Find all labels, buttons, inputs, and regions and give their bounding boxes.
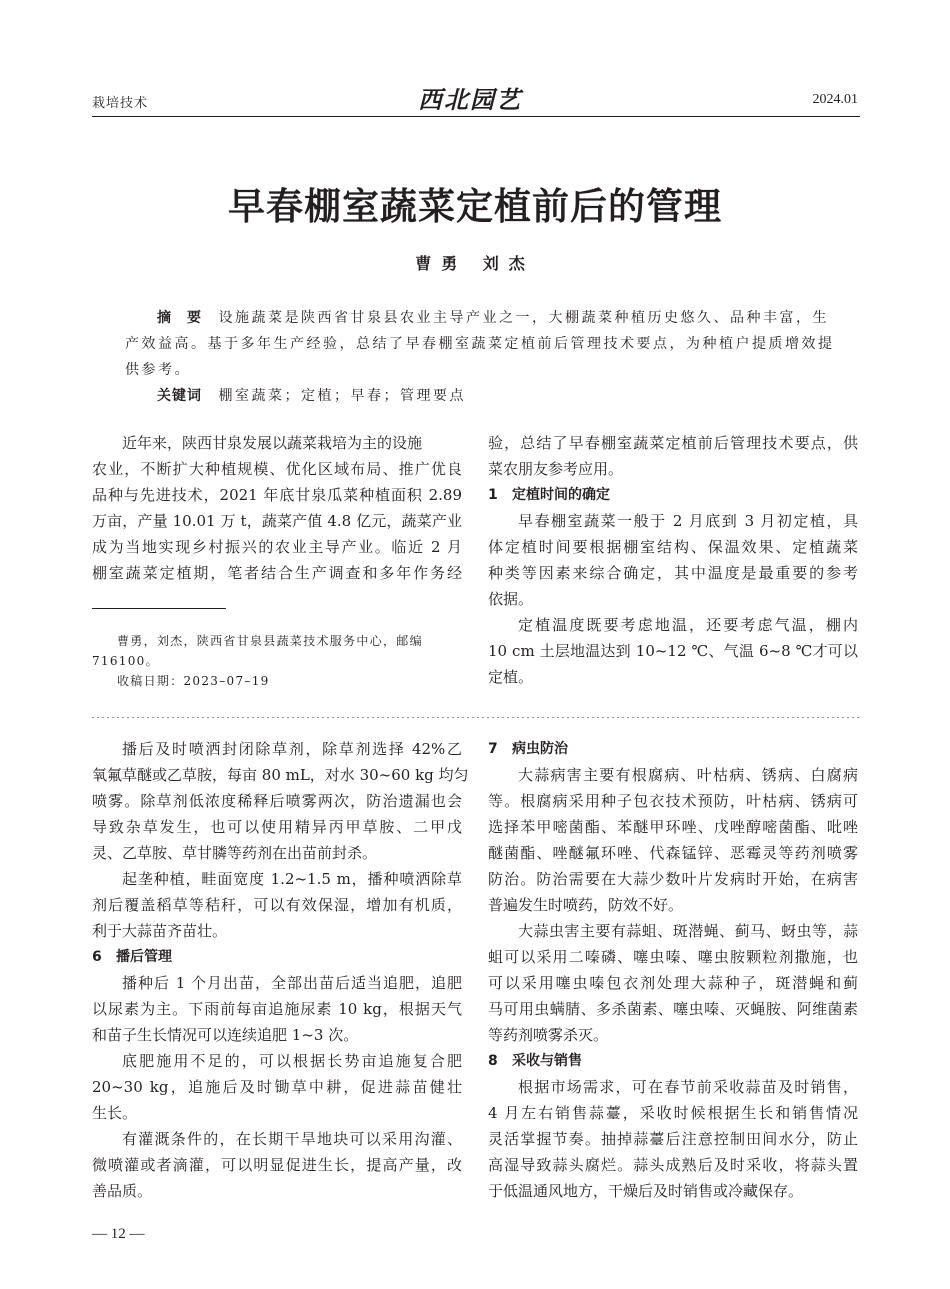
paragraph-line: 微喷灌或者滴灌，可以明显促进生长，提高产量，改	[92, 1156, 462, 1174]
paragraph-line: 等。根腐病采用种子包衣技术预防，叶枯病、锈病可	[488, 792, 858, 810]
paragraph-line: 体定植时间要根据棚室结构、保温效果、定植蔬菜	[488, 538, 858, 556]
lower-right-column	[488, 736, 858, 1204]
paragraph-line: 农业，不断扩大种植规模、优化区域布局、推广优良	[92, 460, 462, 478]
article-authors: 曹勇 刘杰	[415, 254, 535, 273]
paragraph-line: 高湿导致蒜头腐烂。蒜头成熟后及时采收，将蒜头置	[488, 1156, 858, 1174]
paragraph-line: 定植温度既要考虑地温，还要考虑气温，棚内	[518, 616, 858, 634]
upper-right-column	[488, 430, 858, 690]
paragraph-line: 剂后覆盖稻草等秸秆，可以有效保湿，增加有机质，	[92, 896, 462, 914]
abstract-line-1: 摘 要 设施蔬菜是陕西省甘泉县农业主导产业之一，大棚蔬菜种植历史悠久、品种丰富，生	[157, 310, 829, 326]
paragraph-line: 根据市场需求，可在春节前采收蒜苗及时销售，	[518, 1078, 858, 1096]
paragraph-line: 早春棚室蔬菜一般于 2 月底到 3 月初定植，具	[518, 512, 858, 530]
paragraph-line: 氧氟草醚或乙草胺，每亩 80 mL，对水 30~60 kg 均匀	[92, 766, 469, 784]
paragraph-line: 灵活掌握节奏。抽掉蒜薹后注意控制田间水分，防止	[488, 1130, 858, 1148]
paragraph-line: 品种与先进技术，2021 年底甘泉瓜菜种植面积 2.89	[92, 486, 462, 504]
section-separator	[92, 708, 860, 718]
paragraph-line: 底肥施用不足的，可以根据长势亩追施复合肥	[122, 1052, 462, 1070]
paragraph-line: 有灌溉条件的，在长期干旱地块可以采用沟灌、	[122, 1130, 462, 1148]
paragraph-line: 起垄种植，畦面宽度 1.2~1.5 m，播种喷洒除草	[122, 870, 462, 888]
footnote-received-date: 收稿日期：2023–07–19	[117, 674, 270, 688]
article-title: 早春棚室蔬菜定植前后的管理	[228, 184, 722, 228]
section-heading-6: 6 播后管理	[92, 949, 172, 965]
running-header-section: 栽培技术	[92, 96, 149, 111]
section-heading-7: 7 病虫防治	[488, 741, 568, 757]
paragraph-line: 生长。	[92, 1104, 138, 1122]
paragraph-line: 蛆可以采用二嗪磷、噻虫嗪、噻虫胺颗粒剂撒施，也	[488, 948, 858, 966]
paragraph-line: 利于大蒜苗齐苗壮。	[92, 922, 228, 940]
paragraph-line: 善品质。	[92, 1182, 153, 1200]
section-heading-1: 1 定植时间的确定	[488, 487, 610, 503]
journal-logo: 西北园艺	[418, 85, 522, 114]
paragraph-line: 防治。防治需要在大蒜少数叶片发病时开始，在病害	[488, 870, 858, 888]
abstract-label: 摘 要	[157, 310, 202, 326]
paragraph-line: 灵、乙草胺、草甘膦等药剂在出苗前封杀。	[92, 844, 378, 862]
paragraph-line: 于低温通风地方，干燥后及时销售或冷藏保存。	[488, 1182, 804, 1200]
paragraph-line: 喷雾。除草剂低浓度稀释后喷雾两次，防治遗漏也会	[92, 792, 462, 810]
paragraph-line: 等药剂喷雾杀灭。	[488, 1026, 609, 1044]
paragraph-line: 播后及时喷洒封闭除草剂，除草剂选择 42%乙	[122, 740, 462, 758]
paragraph-line: 大蒜虫害主要有蒜蛆、斑潜蝇、蓟马、蚜虫等，蒜	[518, 922, 858, 940]
paragraph-line: 20~30 kg，追施后及时锄草中耕，促进蒜苗健壮	[92, 1078, 462, 1096]
footnote-affiliation: 曹勇，刘杰，陕西省甘泉县蔬菜技术服务中心，邮编	[117, 634, 423, 648]
paragraph-line: 和苗子生长情况可以连续追肥 1~3 次。	[92, 1026, 359, 1044]
lower-left-column	[92, 736, 469, 1204]
paragraph-line: 种类等因素来综合确定，其中温度是最重要的参考	[488, 564, 858, 582]
paragraph-line: 醚菌酯、唑醚氟环唑、代森锰锌、恶霉灵等药剂喷雾	[488, 844, 858, 862]
paragraph-line: 近年来，陕西甘泉发展以蔬菜栽培为主的设施	[122, 434, 423, 452]
keywords-line	[157, 383, 466, 409]
paragraph-line: 4 月左右销售蒜薹，采收时候根据生长和销售情况	[488, 1104, 858, 1122]
abstract-line-2: 产效益高。基于多年生产经验，总结了早春棚室蔬菜定植前后管理技术要点，为种植户提质增效提	[125, 336, 835, 352]
section-heading-8: 8 采收与销售	[488, 1053, 582, 1069]
paragraph-line: 普遍发生时喷药，防效不好。	[488, 896, 684, 914]
paragraph-line: 万亩，产量 10.01 万 t，蔬菜产值 4.8 亿元，蔬菜产业	[92, 512, 462, 530]
paragraph-line: 播种后 1 个月出苗，全部出苗后适当追肥，追肥	[122, 974, 462, 992]
footnote-postcode: 716100。	[92, 654, 159, 668]
paragraph-line: 以尿素为主。下雨前每亩追施尿素 10 kg，根据天气	[92, 1000, 462, 1018]
upper-left-column	[92, 430, 462, 586]
paragraph-line: 选择苯甲嘧菌酯、苯醚甲环唑、戊唑醇嘧菌酯、吡唑	[488, 818, 858, 836]
header-rule	[92, 116, 860, 117]
separator-dots	[92, 713, 860, 718]
paragraph-line: 10 cm 土层地温达到 10~12 ℃、气温 6~8 ℃才可以	[488, 642, 858, 660]
paragraph-line: 定植。	[488, 668, 534, 686]
paragraph-line: 导致杂草发生，也可以使用精异丙甲草胺、二甲戊	[92, 818, 462, 836]
paragraph-line: 菜农朋友参考应用。	[488, 460, 624, 478]
paragraph-line: 可以采用噻虫嗪包衣剂处理大蒜种子，斑潜蝇和蓟	[488, 974, 858, 992]
running-header-issue: 2024.01	[812, 92, 858, 107]
paragraph-line: 依据。	[488, 590, 534, 608]
paragraph-line: 成为当地实现乡村振兴的农业主导产业。临近 2 月	[92, 538, 462, 556]
paragraph-line: 马可用虫螨腈、多杀菌素、噻虫嗪、灭蝇胺、阿维菌素	[488, 1000, 858, 1018]
paragraph-line: 棚室蔬菜定植期，笔者结合生产调查和多年作务经	[92, 564, 462, 582]
footnote-rule	[92, 608, 226, 609]
keywords-label: 关键词	[157, 388, 202, 404]
abstract-line-3: 供参考。	[125, 362, 191, 378]
keywords: 棚室蔬菜；定植；早春；管理要点	[218, 388, 466, 404]
paragraph-line: 大蒜病害主要有根腐病、叶枯病、锈病、白腐病	[518, 766, 858, 784]
paragraph-line: 验，总结了早春棚室蔬菜定植前后管理技术要点，供	[488, 434, 858, 452]
page-number: — 12 —	[92, 1226, 145, 1242]
